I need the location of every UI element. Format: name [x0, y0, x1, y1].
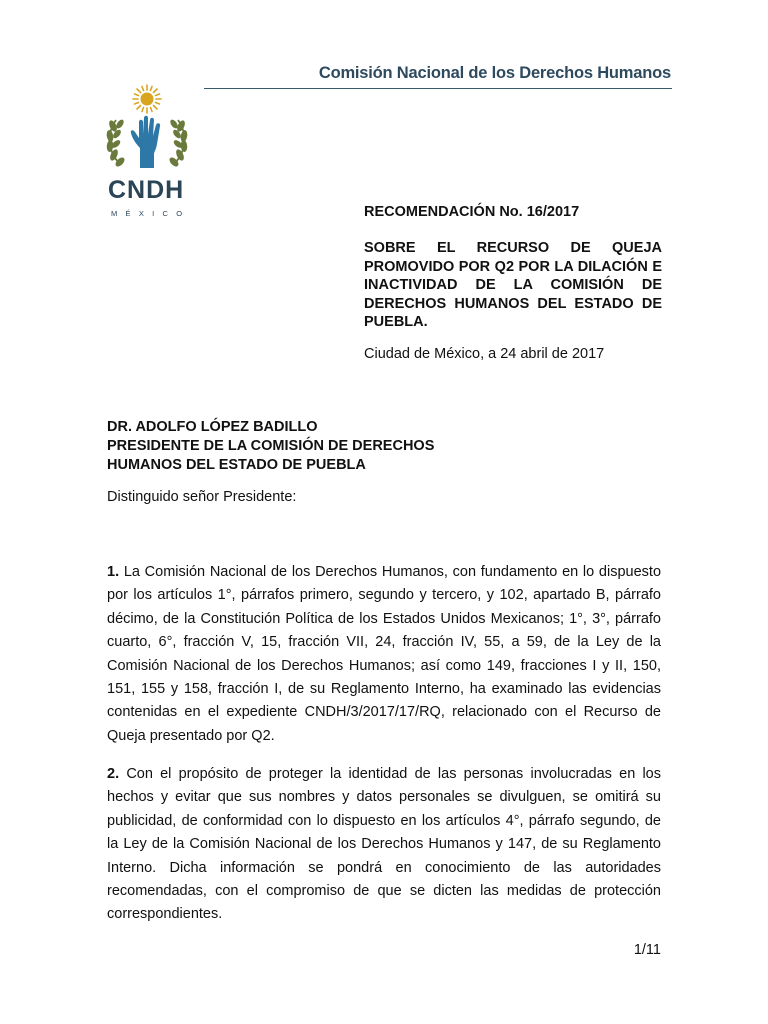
addressee-title-line2: HUMANOS DEL ESTADO DE PUEBLA — [107, 457, 366, 473]
salutation: Distinguido señor Presidente: — [107, 489, 297, 505]
recommendation-subject: SOBRE EL RECURSO DE QUEJA PROMOVIDO POR Q2 POR LA DILACIÓN E INACTIVIDAD DE LA COMISIÓN DE DERECHOS HUMANOS DEL ESTADO DE PUEBLA. — [364, 240, 662, 330]
laurel-left-icon — [106, 118, 126, 168]
paragraph-1-text: La Comisión Nacional de los Derechos Humanos, con fundamento en lo dispuesto por los artículos 1°, párrafos primero, segundo y tercero, y 102, apartado B, párrafo décimo, de la Constitución Política de los Estados Unidos Mexicanos; 1°, 3°, párrafo cuarto, 6°, fracción V, 15, fracción VII, 24, fracción IV, 55, a 59, de la Ley de la Comisión Nacional de los Derechos Humanos; así como 149, fracciones I y II, 150, 151, 155 y 158, fracción I, de su Reglamento Interno, ha examinado las evidencias contenidas en el expediente CNDH/3/2017/17/RQ, relacionado con el Recurso de Queja presentado por Q2. — [107, 564, 662, 744]
addressee-block — [107, 418, 434, 475]
header-rule — [204, 88, 672, 89]
addressee-title-line1: PRESIDENTE DE LA COMISIÓN DE DERECHOS — [107, 438, 435, 454]
paragraph-2 — [107, 763, 661, 927]
logo-country: MÉXICO — [111, 209, 191, 218]
header-institution-name: Comisión Nacional de los Derechos Humanos — [318, 64, 671, 82]
paragraph-2-text: Con el propósito de proteger la identidad de las personas involucradas en los hechos y evitar que sus nombres y datos personales se divulguen, se omitirá su publicidad, de conformidad con lo dispuesto en los artículos 4°, párrafo segundo, de la Ley de la Comisión Nacional de los Derechos Humanos y 147, de su Reglamento Interno. Dicha información se pondrá en conocimiento de las autoridades recomendadas, con el compromiso de que se dicten las medidas de protección correspondientes. — [107, 766, 662, 923]
sun-icon — [133, 85, 161, 113]
recommendation-number: RECOMENDACIÓN No. 16/2017 — [364, 204, 580, 220]
recommendation-date: Ciudad de México, a 24 abril de 2017 — [364, 346, 605, 362]
laurel-right-icon — [168, 118, 188, 168]
hand-icon — [131, 116, 160, 168]
page-number: 1/11 — [633, 942, 661, 958]
paragraph-2-number: 2. — [107, 766, 120, 782]
paragraph-1-number: 1. — [107, 564, 120, 580]
paragraph-1 — [107, 561, 661, 748]
logo-name: CNDH — [108, 176, 185, 204]
addressee-name: DR. ADOLFO LÓPEZ BADILLO — [107, 419, 318, 435]
